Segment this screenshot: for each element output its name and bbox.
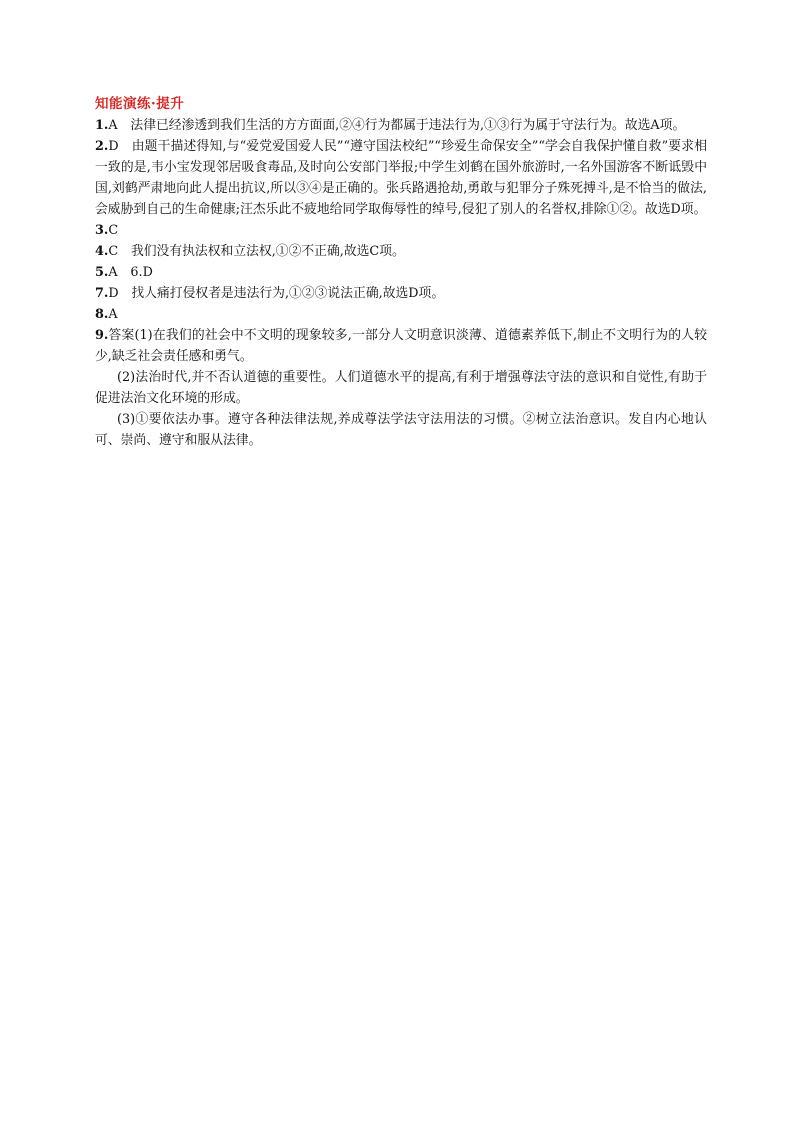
answer-item-2 <box>95 136 707 220</box>
answer-item-9 <box>95 325 707 367</box>
item-text: A 6.D <box>108 265 153 280</box>
answer-item-4 <box>95 241 707 262</box>
item-text: 答案(1)在我们的社会中不文明的现象较多,一部分人文明意识淡薄、道德素养低下,制止不文明行为的人较少,缺乏社会责任感和勇气。 <box>95 328 707 364</box>
item-number: 4. <box>95 244 109 259</box>
item-number: 3. <box>95 223 109 238</box>
item-number: 1. <box>95 118 109 133</box>
answer-9-part-3: (3)①要依法办事。遵守各种法律法规,养成尊法学法守法用法的习惯。②树立法治意识。发自内心地认可、崇尚、遵守和服从法律。 <box>95 412 707 448</box>
item-text: C <box>108 223 119 238</box>
item-number: 5. <box>95 265 109 280</box>
answer-item-7 <box>95 283 707 304</box>
item-text: A <box>108 307 118 322</box>
answer-item-1 <box>95 115 707 136</box>
answer-page <box>95 93 707 451</box>
section-heading: 知能演练·提升 <box>95 96 185 112</box>
item-text: A 法律已经渗透到我们生活的方方面面,②④行为都属于违法行为,①③行为属于守法行为。故选A项。 <box>108 118 686 133</box>
item-number: 7. <box>95 286 109 301</box>
item-number: 2. <box>95 139 109 154</box>
answer-item-3 <box>95 220 707 241</box>
answer-item-8 <box>95 304 707 325</box>
answer-9-part-2: (2)法治时代,并不否认道德的重要性。人们道德水平的提高,有利于增强尊法守法的意识和自觉性,有助于促进法治文化环境的形成。 <box>95 370 707 406</box>
answer-item-5 <box>95 262 707 283</box>
item-text: D 由题干描述得知,与“爱党爱国爱人民”“遵守国法校纪”“珍爱生命保安全”“学会自我保护懂自救”要求相一致的是,韦小宝发现邻居吸食毒品,及时向公安部门举报;中学生刘鹤在国外旅游时,一名外国游客不断诋毁中国,刘鹤严肃地向此人提出抗议,所以③④是正确的。张兵路遇抢劫,勇敢与犯罪分子殊死搏斗,是不恰当的做法,会威胁到自己的生命健康;汪杰乐此不疲地给同学取侮辱性的绰号,侵犯了别人的名誉权,排除①②。故选D项。 <box>95 139 707 217</box>
item-text: C 我们没有执法权和立法权,①②不正确,故选C项。 <box>108 244 405 259</box>
item-number: 8. <box>95 307 109 322</box>
item-number: 9. <box>95 328 109 343</box>
item-text: D 找人痛打侵权者是违法行为,①②③说法正确,故选D项。 <box>108 286 445 301</box>
